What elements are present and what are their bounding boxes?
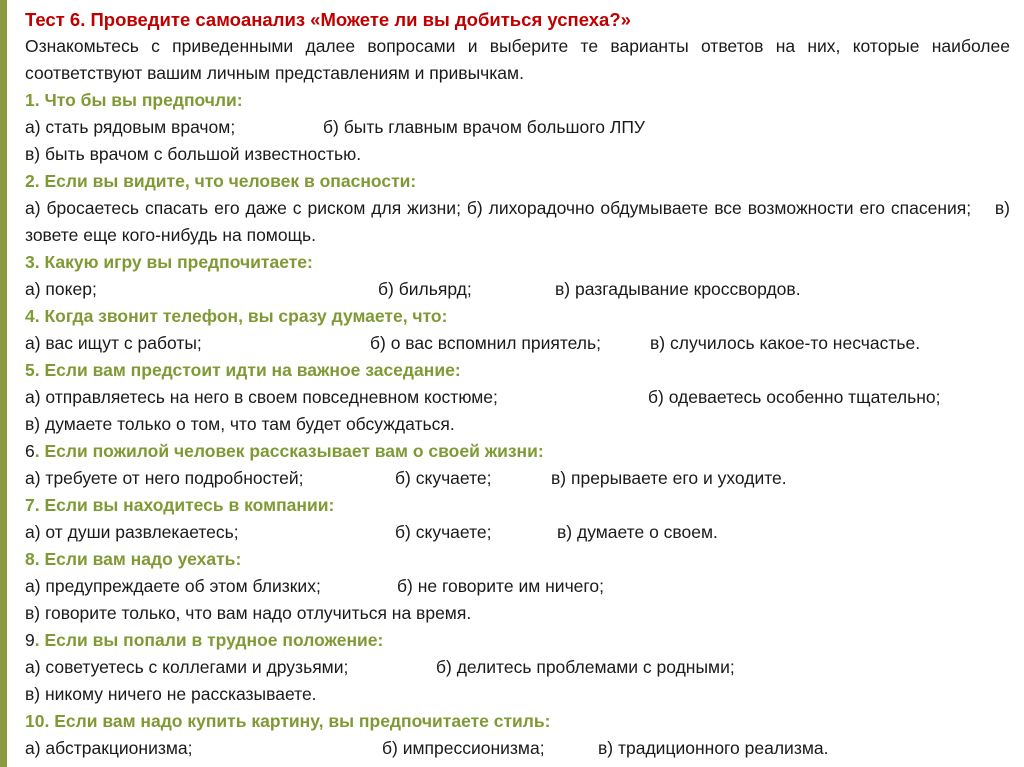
question-2: 2. Если вы видите, что человек в опасности: [25,171,417,191]
answer-option: в) думаете о своем. [557,522,718,542]
answer-option: а) абстракционизма; [25,738,193,758]
answer-option: а) требуете от него подробностей; [25,468,304,488]
answer-option: в) разгадывание кроссвордов. [555,279,801,299]
question-8: 8. Если вам надо уехать: [25,549,242,569]
question-7: 7. Если вы находитесь в компании: [25,495,335,515]
slide-content [25,6,1010,762]
answer-option: б) быть главным врачом большого ЛПУ [323,117,646,137]
accent-bar [0,0,7,767]
answer-option: б) скучаете; [395,468,492,488]
question-9: 9. Если вы попали в трудное положение: [25,630,384,650]
answer-option: в) говорите только, что вам надо отлучиться на время. [25,603,472,623]
question-1: 1. Что бы вы предпочли: [25,90,243,110]
question-4: 4. Когда звонит телефон, вы сразу думаете, что: [25,306,448,326]
answer-option: а) предупреждаете об этом близких; [25,576,321,596]
answer-option: в) традиционного реализма. [598,738,829,758]
answer-row [25,465,1010,492]
question-10: 10. Если вам надо купить картину, вы предпочитаете стиль: [25,711,551,731]
answer-option: б) бильярд; [378,279,472,299]
answer-option: а) отправляетесь на него в своем повседневном костюме; [25,387,498,407]
page-title: Тест 6. Проведите самоанализ «Можете ли вы добиться успеха?» [25,9,631,30]
answer-option: а) бросаетесь спасать его даже с риском для жизни; б) лихорадочно обдумываете все возможности его спасения; [25,198,972,218]
answer-option: в) случилось какое-то несчастье. [650,333,921,353]
answer-option: в) никому ничего не рассказываете. [25,684,317,704]
answer-option: б) скучаете; [395,522,492,542]
answer-option: в) прерываете его и уходите. [551,468,787,488]
answer-option: а) от души развлекаетесь; [25,522,239,542]
answer-row [25,654,1010,681]
answer-row [25,384,1010,411]
answer-option: в) быть врачом с большой известностью. [25,144,362,164]
answer-row [25,519,1010,546]
answer-option: в) зовете еще кого-нибудь на помощь. [25,198,1010,245]
answer-row [25,276,1010,303]
question-5: 5. Если вам предстоит идти на важное заседание: [25,360,461,380]
answer-row [25,573,1010,600]
question-6: 6. Если пожилой человек рассказывает вам о своей жизни: [25,441,544,461]
answer-option: б) делитесь проблемами с родными; [436,657,735,677]
answer-block [25,195,1010,249]
answer-option: а) советуетесь с коллегами и друзьями; [25,657,349,677]
answer-option: б) о вас вспомнил приятель; [370,333,601,353]
answer-row [25,735,1010,762]
intro-text: Ознакомьтесь с приведенными далее вопросами и выберите те варианты ответов на них, которые наиболее соответствуют вашим личным представлениям и привычкам. [25,36,1010,83]
answer-option: а) вас ищут с работы; [25,333,202,353]
answer-option: в) думаете только о том, что там будет обсуждаться. [25,414,455,434]
answer-row [25,114,1010,141]
answer-option: а) покер; [25,279,97,299]
answer-option: а) стать рядовым врачом; [25,117,236,137]
question-3: 3. Какую игру вы предпочитаете: [25,252,313,272]
answer-option: б) одеваетесь особенно тщательно; [648,387,941,407]
answer-option: б) не говорите им ничего; [397,576,605,596]
answer-option: б) импрессионизма; [382,738,545,758]
answer-row [25,330,1010,357]
